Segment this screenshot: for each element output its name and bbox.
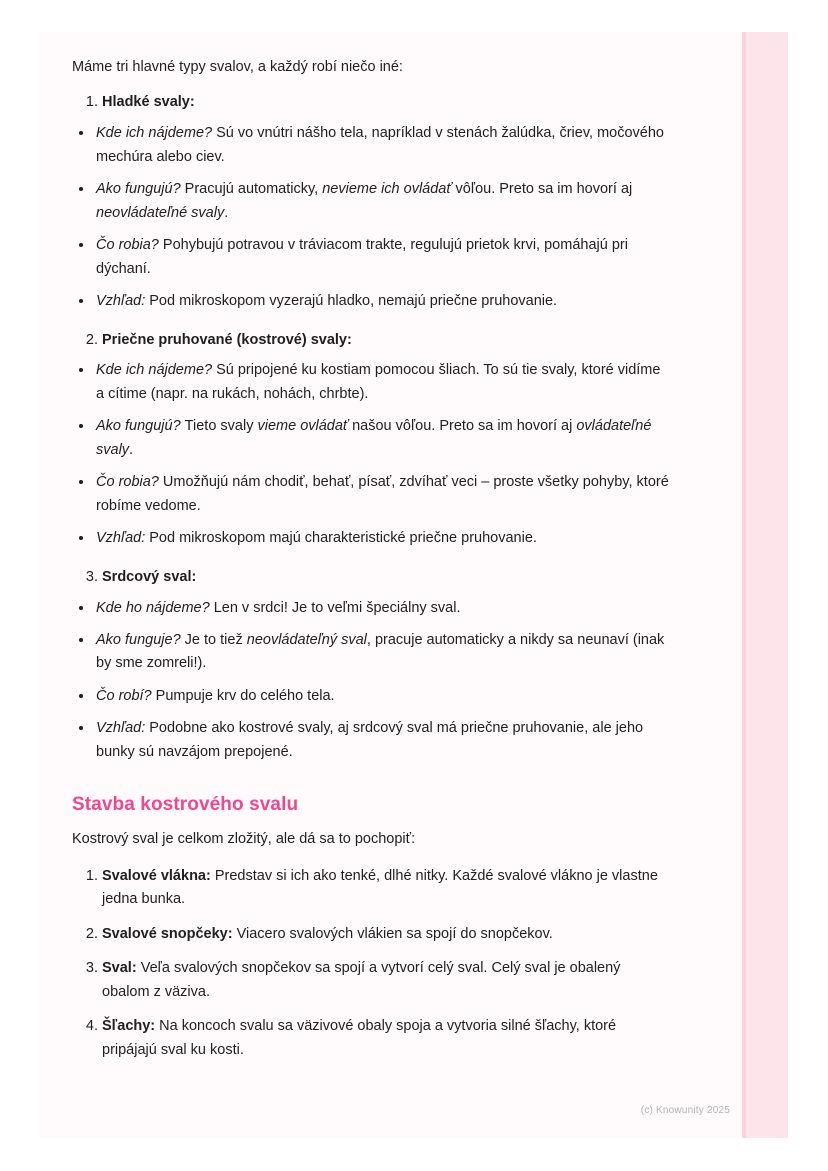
point-label: Vzhľad: bbox=[96, 530, 146, 547]
document-content bbox=[72, 32, 672, 1073]
list-item bbox=[102, 957, 672, 1004]
point-label: Čo robí? bbox=[96, 687, 152, 704]
list-item bbox=[102, 330, 672, 352]
term: Svalové snopčeky: bbox=[102, 925, 233, 942]
muscle-type-1-points bbox=[72, 122, 672, 313]
point-text: Sú pripojené ku kostiam pomocou šliach. To sú tie svaly, ktoré vidíme a cítime (napr. na rukách, nohách, chrbte). bbox=[96, 362, 661, 402]
point-label: Vzhľad: bbox=[96, 293, 146, 310]
point-label: Kde ich nájdeme? bbox=[96, 362, 213, 379]
point-text: Pohybujú potravou v tráviacom trakte, regulujú prietok krvi, pomáhajú pri dýchaní. bbox=[96, 237, 628, 277]
point-label: Ako fungujú? bbox=[96, 418, 181, 435]
term: Šľachy: bbox=[102, 1018, 156, 1035]
copyright-footer: (c) Knowunity 2025 bbox=[640, 1105, 730, 1116]
point-text: Podobne ako kostrové svaly, aj srdcový sval má priečne pruhovanie, ale jeho bunky sú navzájom prepojené. bbox=[96, 720, 644, 760]
point-text: Pod mikroskopom vyzerajú hladko, nemajú priečne pruhovanie. bbox=[145, 293, 558, 310]
point-text: Umožňujú nám chodiť, behať, písať, zdvíhať veci – proste všetky pohyby, ktoré robíme vedome. bbox=[96, 474, 669, 514]
list-item bbox=[94, 290, 672, 313]
list-item bbox=[94, 597, 672, 620]
point-text: Tieto svaly vieme ovládať našou vôľou. Preto sa im hovorí aj ovládateľné svaly. bbox=[96, 418, 652, 458]
muscle-type-list-3 bbox=[72, 567, 672, 589]
point-label: Kde ho nájdeme? bbox=[96, 599, 210, 616]
point-label: Ako funguje? bbox=[96, 631, 181, 648]
page-side-stripe bbox=[746, 32, 788, 1138]
point-text: Je to tiež neovládateľný sval, pracuje automaticky a nikdy sa neunaví (inak by sme zomreli!). bbox=[96, 631, 665, 672]
list-item bbox=[94, 471, 672, 518]
point-text: Pod mikroskopom majú charakteristické priečne pruhovanie. bbox=[145, 530, 537, 547]
muscle-type-list-2 bbox=[72, 330, 672, 352]
list-item bbox=[94, 234, 672, 281]
list-item bbox=[94, 685, 672, 708]
document-sheet bbox=[40, 32, 788, 1138]
list-item bbox=[94, 122, 672, 169]
muscle-type-heading: Hladké svaly: bbox=[102, 94, 195, 111]
section-heading: Stavba kostrového svalu bbox=[72, 794, 299, 816]
list-item bbox=[94, 629, 672, 676]
list-item bbox=[94, 717, 672, 764]
point-label: Ako fungujú? bbox=[96, 181, 181, 198]
list-item bbox=[102, 567, 672, 589]
intro-paragraph: Máme tri hlavné typy svalov, a každý robí niečo iné: bbox=[72, 59, 403, 75]
section-lead: Kostrový sval je celkom zložitý, ale dá sa to pochopiť: bbox=[72, 831, 416, 848]
term-text: Veľa svalových snopčekov sa spojí a vytvorí celý sval. Celý sval je obalený obalom z väziva. bbox=[102, 960, 621, 1000]
list-item bbox=[94, 415, 672, 462]
muscle-type-2-points bbox=[72, 359, 672, 550]
term-text: Na koncoch svalu sa väzivové obaly spoja a vytvoria silné šľachy, ktoré pripájajú sval ku kosti. bbox=[102, 1018, 617, 1058]
point-text: Len v srdci! Je to veľmi špeciálny sval. bbox=[209, 599, 461, 616]
point-text: Pumpuje krv do celého tela. bbox=[151, 687, 335, 704]
point-label: Čo robia? bbox=[96, 237, 159, 254]
term: Sval: bbox=[102, 960, 137, 977]
list-item bbox=[94, 178, 672, 225]
structure-list bbox=[72, 865, 672, 1062]
muscle-type-heading: Priečne pruhované (kostrové) svaly: bbox=[102, 331, 352, 348]
list-item bbox=[94, 527, 672, 550]
point-label: Vzhľad: bbox=[96, 720, 146, 737]
muscle-type-3-points bbox=[72, 597, 672, 765]
list-item bbox=[102, 92, 672, 114]
point-label: Kde ich nájdeme? bbox=[96, 125, 213, 142]
term-text: Viacero svalových vlákien sa spojí do snopčekov. bbox=[232, 925, 553, 942]
list-item bbox=[102, 1015, 672, 1062]
list-item bbox=[94, 359, 672, 406]
term: Svalové vlákna: bbox=[102, 867, 211, 884]
list-item bbox=[102, 865, 672, 912]
term-text: Predstav si ich ako tenké, dlhé nitky. Každé svalové vlákno je vlastne jedna bunka. bbox=[102, 867, 658, 908]
point-text: Pracujú automaticky, nevieme ich ovládať vôľou. Preto sa im hovorí aj neovládateľné svaly. bbox=[96, 181, 633, 221]
muscle-type-list-1 bbox=[72, 92, 672, 114]
muscle-type-heading: Srdcový sval: bbox=[102, 568, 197, 585]
point-label: Čo robia? bbox=[96, 474, 159, 491]
point-text: Sú vo vnútri nášho tela, napríklad v stenách žalúdka, čriev, močového mechúra alebo ciev. bbox=[96, 125, 664, 165]
list-item bbox=[102, 923, 672, 946]
